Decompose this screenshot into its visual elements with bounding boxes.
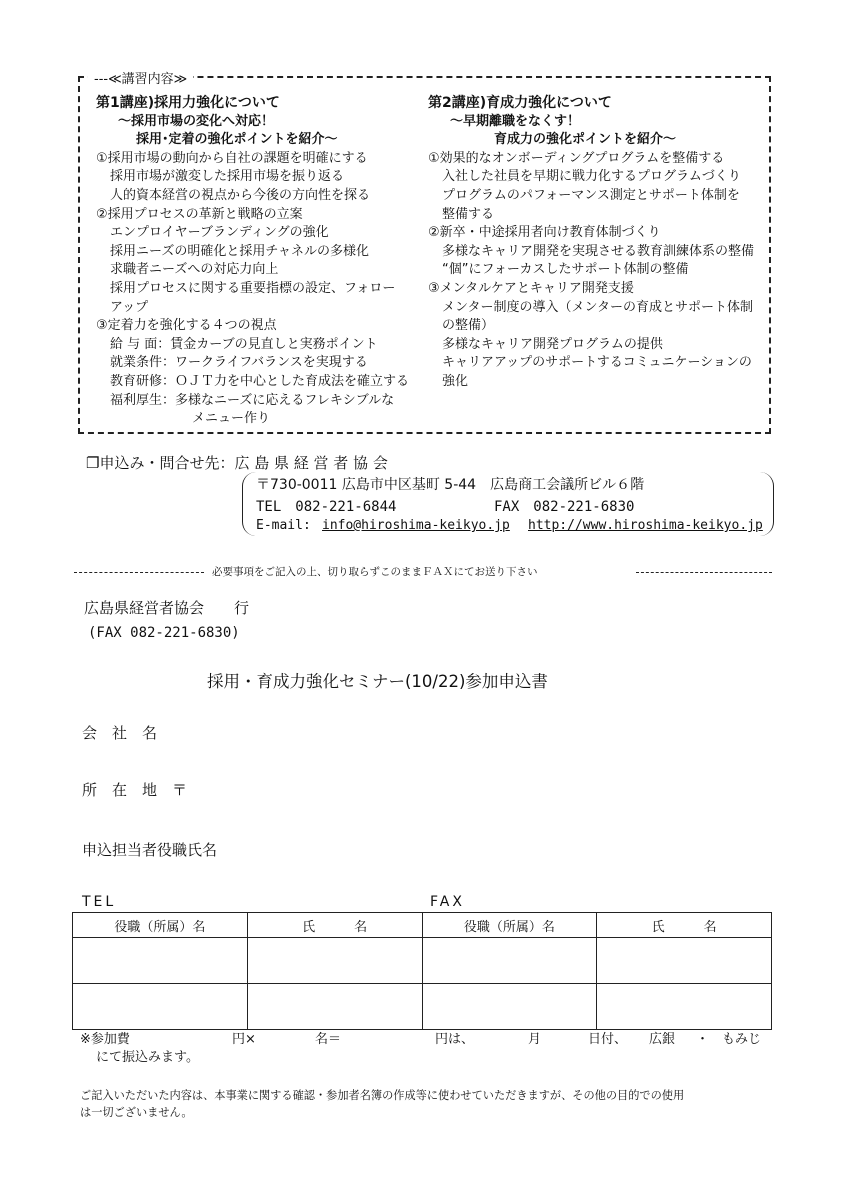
course2-line: ②新卒・中途採用者向け教育体制づくり bbox=[428, 225, 661, 241]
course1-line: 採用プロセスに関する重要指標の設定、フォロー bbox=[110, 280, 396, 296]
course2-line: キャリアアップのサポートするコミュニケーションの bbox=[442, 355, 752, 371]
recipient: 広島県経営者協会 行 bbox=[84, 599, 250, 617]
table-row bbox=[73, 938, 772, 984]
course1-column bbox=[96, 94, 409, 429]
website-link[interactable]: http://www.hiroshima-keikyo.jp bbox=[528, 518, 763, 533]
input-cell[interactable] bbox=[597, 938, 772, 984]
course1-heading: 第1講座)採用力強化について bbox=[96, 95, 280, 111]
course2-line: ③メンタルケアとキャリア開発支援 bbox=[428, 280, 634, 296]
input-cell[interactable] bbox=[247, 984, 422, 1030]
form-title: 採用・育成力強化セミナー(10/22)参加申込書 bbox=[207, 672, 548, 691]
participants-table bbox=[72, 912, 772, 1030]
course1-line: ②採用プロセスの革新と戦略の立案 bbox=[96, 206, 303, 222]
cut-line-right bbox=[636, 572, 772, 573]
course1-line: ③定着力を強化する４つの視点 bbox=[96, 318, 277, 334]
input-cell[interactable] bbox=[247, 938, 422, 984]
table-header-position: 役職（所属）名 bbox=[422, 913, 597, 938]
course1-line: 給 与 面：賃金カーブの見直しと実務ポイント bbox=[110, 336, 378, 352]
fee-yen-total: 円は、 bbox=[435, 1032, 475, 1047]
applicant-label: 申込担当者役職氏名 bbox=[82, 841, 218, 859]
course2-line: 多様なキャリア開発プログラムの提供 bbox=[442, 336, 663, 352]
course1-line: メニュー作り bbox=[192, 411, 271, 427]
contact-address: 〒730-0011 広島市中区基町 5-44 広島商工会議所ビル６階 bbox=[256, 477, 645, 493]
bank-hirogin: 広銀 bbox=[649, 1032, 676, 1047]
fee-day: 日付、 bbox=[588, 1032, 628, 1047]
course1-line: アップ bbox=[110, 299, 149, 315]
course2-sub1: 〜早期離職をなくす！ bbox=[450, 113, 581, 129]
course1-line: 教育研修：ＯＪＴ力を中心とした育成法を確立する bbox=[110, 373, 410, 389]
course1-line: 人的資本経営の視点から今後の方向性を探る bbox=[110, 187, 371, 203]
contact-label: ❐申込み・問合せ先：広 島 県 経 営 者 協 会 bbox=[86, 454, 388, 472]
email-link[interactable]: info@hiroshima-keikyo.jp bbox=[322, 518, 510, 533]
tel-label: TEL bbox=[82, 894, 117, 910]
bank-momiji: もみじ bbox=[722, 1032, 762, 1047]
curriculum-title: ---≪講習内容≫ bbox=[88, 68, 193, 87]
bank-separator: ・ bbox=[696, 1032, 710, 1047]
contact-fax: FAX 082-221-6830 bbox=[494, 499, 635, 515]
course2-line: 整備する bbox=[442, 206, 495, 222]
course1-sub1: 〜採用市場の変化へ対応！ bbox=[118, 113, 275, 129]
input-cell[interactable] bbox=[73, 938, 248, 984]
course2-line: の整備） bbox=[442, 318, 495, 334]
course2-line: 強化 bbox=[442, 373, 469, 389]
fee-line2: にて振込みます。 bbox=[96, 1050, 199, 1065]
fee-label: ※参加費 bbox=[80, 1032, 130, 1047]
course2-line: メンター制度の導入（メンターの育成とサポート体制 bbox=[442, 299, 753, 315]
course1-line: 採用ニーズの明確化と採用チャネルの多様化 bbox=[110, 243, 369, 259]
contact-tel: TEL 082-221-6844 bbox=[256, 499, 397, 515]
table-header-name: 氏 名 bbox=[597, 913, 772, 938]
privacy-notice: は一切ございません。 bbox=[80, 1106, 193, 1119]
table-header-row bbox=[73, 913, 772, 938]
fee-persons: 名＝ bbox=[315, 1032, 342, 1047]
course2-line: “個”にフォーカスしたサポート体制の整備 bbox=[442, 262, 689, 278]
course1-line: 採用市場が激変した採用市場を振り返る bbox=[110, 169, 345, 185]
course1-line: 求職者ニーズへの対応力向上 bbox=[110, 262, 279, 278]
fee-yen-times: 円× bbox=[232, 1032, 256, 1047]
input-cell[interactable] bbox=[422, 984, 597, 1030]
course2-line: 多様なキャリア開発を実現させる教育訓練体系の整備 bbox=[442, 243, 755, 259]
cut-line-text: 必要事項をご記入の上、切り取らずこのままＦＡＸにてお送り下さい bbox=[212, 566, 538, 578]
course1-line: 福利厚生：多様なニーズに応えるフレキシブルな bbox=[110, 392, 395, 408]
cut-line-left bbox=[74, 572, 204, 573]
course2-sub2: 育成力の強化ポイントを紹介〜 bbox=[494, 132, 677, 148]
course1-line: 就業条件：ワークライフバランスを実現する bbox=[110, 355, 368, 371]
course2-line: プログラムのパフォーマンス測定とサポート体制を bbox=[442, 187, 740, 203]
fee-month: 月 bbox=[528, 1032, 542, 1047]
course2-heading: 第2講座)育成力強化について bbox=[428, 95, 612, 111]
table-header-name: 氏 名 bbox=[247, 913, 422, 938]
input-cell[interactable] bbox=[422, 938, 597, 984]
address-label: 所 在 地 〒 bbox=[82, 781, 188, 799]
input-cell[interactable] bbox=[73, 984, 248, 1030]
fax-label: FAX bbox=[430, 894, 465, 910]
course2-line: ①効果的なオンボーディングプログラムを整備する bbox=[428, 150, 725, 166]
recipient-fax: (FAX 082-221-6830) bbox=[88, 625, 240, 641]
privacy-notice: ご記入いただいた内容は、本事業に関する確認・参加者名簿の作成等に使わせていただきますが、その他の目的での使用 bbox=[80, 1089, 685, 1102]
table-row bbox=[73, 984, 772, 1030]
table-header-position: 役職（所属）名 bbox=[73, 913, 248, 938]
email-label: E-mail: bbox=[256, 518, 311, 533]
input-cell[interactable] bbox=[597, 984, 772, 1030]
course2-column bbox=[428, 94, 754, 392]
course1-line: エンプロイヤーブランディングの強化 bbox=[110, 225, 329, 241]
course1-sub2: 採用･定着の強化ポイントを紹介〜 bbox=[136, 132, 338, 148]
company-label: 会 社 名 bbox=[82, 724, 158, 742]
course2-line: 入社した社員を早期に戦力化するプログラムづくり bbox=[442, 169, 741, 185]
course1-line: ①採用市場の動向から自社の課題を明確にする bbox=[96, 150, 368, 166]
